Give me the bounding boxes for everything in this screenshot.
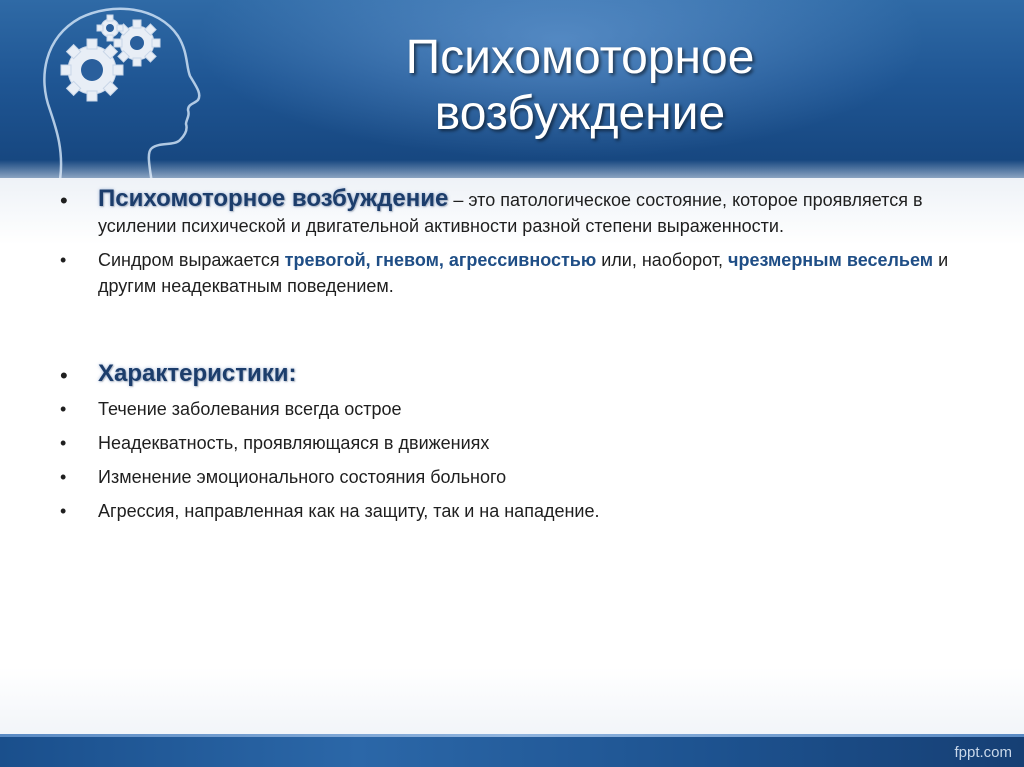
- syndrome-text-3: и другим неадекватным поведением.: [98, 250, 949, 296]
- characteristic-item: [58, 498, 958, 524]
- characteristics-heading: Характеристики:: [98, 360, 297, 387]
- syndrome-text-2: или, наоборот,: [596, 250, 729, 270]
- bullet: •: [60, 188, 68, 213]
- characteristic-item: [58, 430, 958, 456]
- syndrome-item: [58, 247, 958, 299]
- characteristic-text: Агрессия, направленная как на защиту, так и на нападение.: [98, 501, 600, 521]
- characteristic-item: [58, 464, 958, 490]
- characteristic-item: [58, 396, 958, 422]
- syndrome-text-1: Синдром выражается: [98, 250, 285, 270]
- bullet: •: [60, 467, 67, 487]
- slide-title: [300, 30, 860, 142]
- slide-footer: [0, 734, 1024, 767]
- bullet: •: [60, 363, 68, 388]
- characteristics-heading-item: [58, 361, 958, 388]
- slide-header: [0, 0, 1024, 178]
- definition-item: [58, 186, 958, 239]
- title-line-2: возбуждение: [434, 87, 726, 140]
- definition-text: – это патологическое состояние, которое проявляется в усилении психической и двигательной активности разной степени выраженности.: [98, 190, 923, 236]
- characteristic-text: Изменение эмоционального состояния больного: [98, 467, 507, 487]
- characteristic-text: Неадекватность, проявляющаяся в движениях: [98, 433, 490, 453]
- syndrome-highlight-2: чрезмерным весельем: [728, 250, 934, 270]
- definition-term: Психомоторное возбуждение: [98, 185, 449, 212]
- syndrome-highlight-1: тревогой, гневом, агрессивностью: [284, 250, 597, 270]
- head-gears-icon: [30, 0, 210, 178]
- bullet: •: [60, 433, 67, 453]
- title-line-1: Психомоторное: [405, 31, 755, 84]
- brand-label: fppt.com: [954, 744, 1012, 761]
- characteristic-text: Течение заболевания всегда острое: [98, 399, 402, 419]
- slide-content: [58, 186, 958, 524]
- bullet: •: [60, 399, 67, 419]
- bullet: •: [60, 501, 67, 521]
- bullet: •: [60, 250, 67, 270]
